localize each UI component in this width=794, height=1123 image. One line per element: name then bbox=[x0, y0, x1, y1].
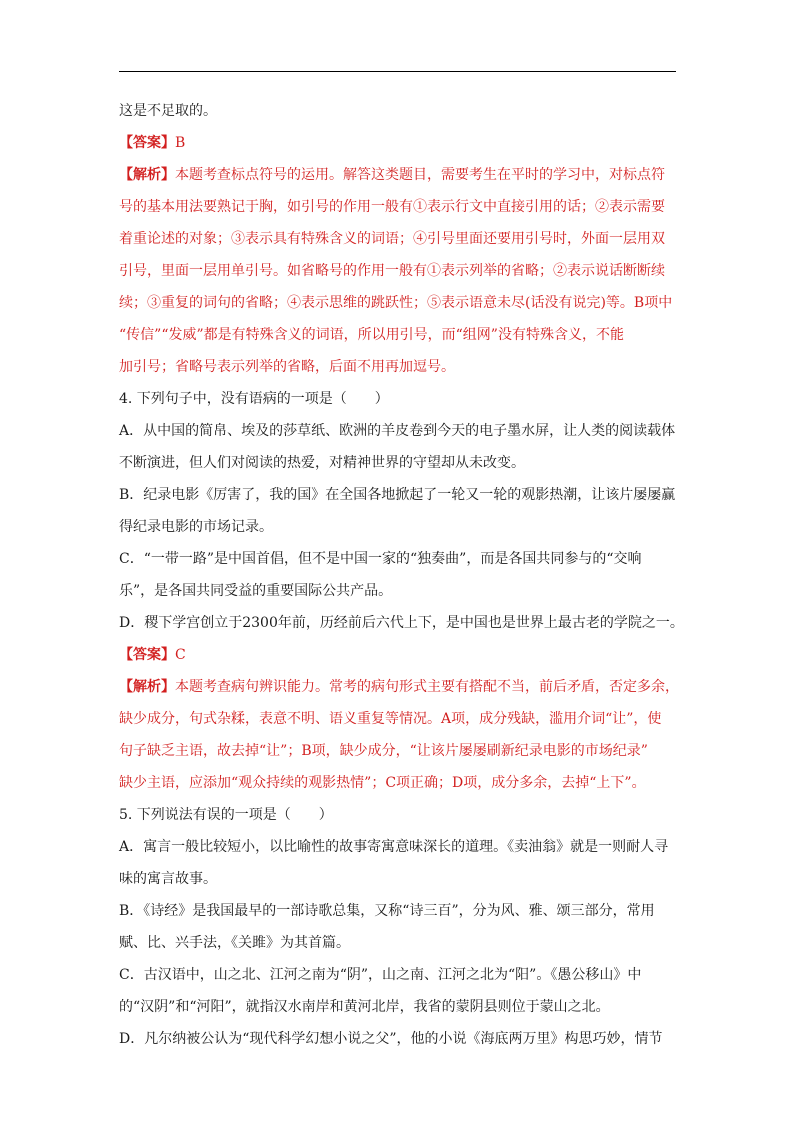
text-line: B．《诗经》是我国最早的一部诗歌总集，又称“诗三百”，分为风、雅、颂三部分，常用 bbox=[119, 903, 655, 919]
header-divider bbox=[119, 71, 676, 72]
text-line bbox=[119, 671, 679, 703]
text-line: D．稷下学宫创立于2300年前，历经前后六代上下，是中国也是世界上最古老的学院之一。 bbox=[119, 615, 684, 631]
line-text: B bbox=[175, 135, 186, 151]
text-line: 这是不足取的。 bbox=[119, 103, 217, 119]
text-line bbox=[119, 159, 679, 191]
text-line: 的“汉阴”和“河阳”，就指汉水南岸和黄河北岸，我省的蒙阴县则位于蒙山之北。 bbox=[119, 999, 610, 1015]
text-line: C．“一带一路”是中国首倡，但不是中国一家的“独奏曲”，而是各国共同参与的“交响 bbox=[119, 551, 642, 567]
text-line: “传信”“发威”都是有特殊含义的词语，所以用引号，而“组网”没有特殊含义，不能 bbox=[119, 327, 624, 343]
text-line: 句子缺乏主语，故去掉“让”；B项，缺少成分，“让该片屡屡刷新纪录电影的市场纪录” bbox=[119, 743, 648, 759]
text-line: 缺少成分，句式杂糅，表意不明、语义重复等情况。A项，成分残缺，滥用介词“让”，使 bbox=[119, 711, 662, 727]
text-line: 续；③重复的词句的省略；④表示思维的跳跃性；⑤表示语意未尽(话没有说完)等。B项中 bbox=[119, 295, 673, 311]
text-line: A．寓言一般比较短小，以比喻性的故事寄寓意味深长的道理。《卖油翁》就是一则耐人寻 bbox=[119, 839, 669, 855]
text-line: 赋、比、兴手法，《关雎》为其首篇。 bbox=[119, 935, 350, 951]
text-line bbox=[119, 639, 679, 671]
section-label: 【解析】 bbox=[119, 679, 175, 695]
text-line: A．从中国的简帛、埃及的莎草纸、欧洲的羊皮卷到今天的电子墨水屏，让人类的阅读载体 bbox=[119, 423, 676, 439]
text-line: 得纪录电影的市场记录。 bbox=[119, 519, 273, 535]
text-line: 着重论述的对象；③表示具有特殊含义的词语；④引号里面还要用引号时，外面一层用双 bbox=[119, 231, 665, 247]
text-line: 5. 下列说法有误的一项是（ ） bbox=[119, 807, 333, 823]
line-text: C bbox=[175, 647, 186, 663]
text-line: 乐”，是各国共同受益的重要国际公共产品。 bbox=[119, 583, 393, 599]
text-line bbox=[119, 127, 679, 159]
line-text: 本题考查标点符号的运用。解答这类题目，需要考生在平时的学习中，对标点符 bbox=[175, 167, 665, 183]
document-body bbox=[119, 95, 684, 1055]
text-line: C．古汉语中，山之北、江河之南为“阴”，山之南、江河之北为“阳”。《愚公移山》中 bbox=[119, 967, 642, 983]
text-line: 号的基本用法要熟记于胸，如引号的作用一般有①表示行文中直接引用的话；②表示需要 bbox=[119, 199, 665, 215]
text-line: 味的寓言故事。 bbox=[119, 871, 217, 887]
text-line: B．纪录电影《厉害了，我的国》在全国各地掀起了一轮又一轮的观影热潮，让该片屡屡赢 bbox=[119, 487, 676, 503]
section-label: 【答案】 bbox=[119, 135, 175, 151]
text-line: 加引号；省略号表示列举的省略，后面不用再加逗号。 bbox=[119, 359, 455, 375]
section-label: 【答案】 bbox=[119, 647, 175, 663]
text-line: 引号，里面一层用单引号。如省略号的作用一般有①表示列举的省略；②表示说话断断续 bbox=[119, 263, 665, 279]
line-text: 本题考查病句辨识能力。常考的病句形式主要有搭配不当，前后矛盾，否定多余， bbox=[175, 679, 679, 695]
text-line: D．凡尔纳被公认为“现代科学幻想小说之父”，他的小说《海底两万里》构思巧妙，情节 bbox=[119, 1031, 663, 1047]
text-line: 4. 下列句子中，没有语病的一项是（ ） bbox=[119, 391, 389, 407]
section-label: 【解析】 bbox=[119, 167, 175, 183]
text-line: 不断演进，但人们对阅读的热爱，对精神世界的守望却从未改变。 bbox=[119, 455, 525, 471]
text-line: 缺少主语，应添加“观众持续的观影热情”；C项正确；D项，成分多余，去掉“上下”。 bbox=[119, 775, 646, 791]
